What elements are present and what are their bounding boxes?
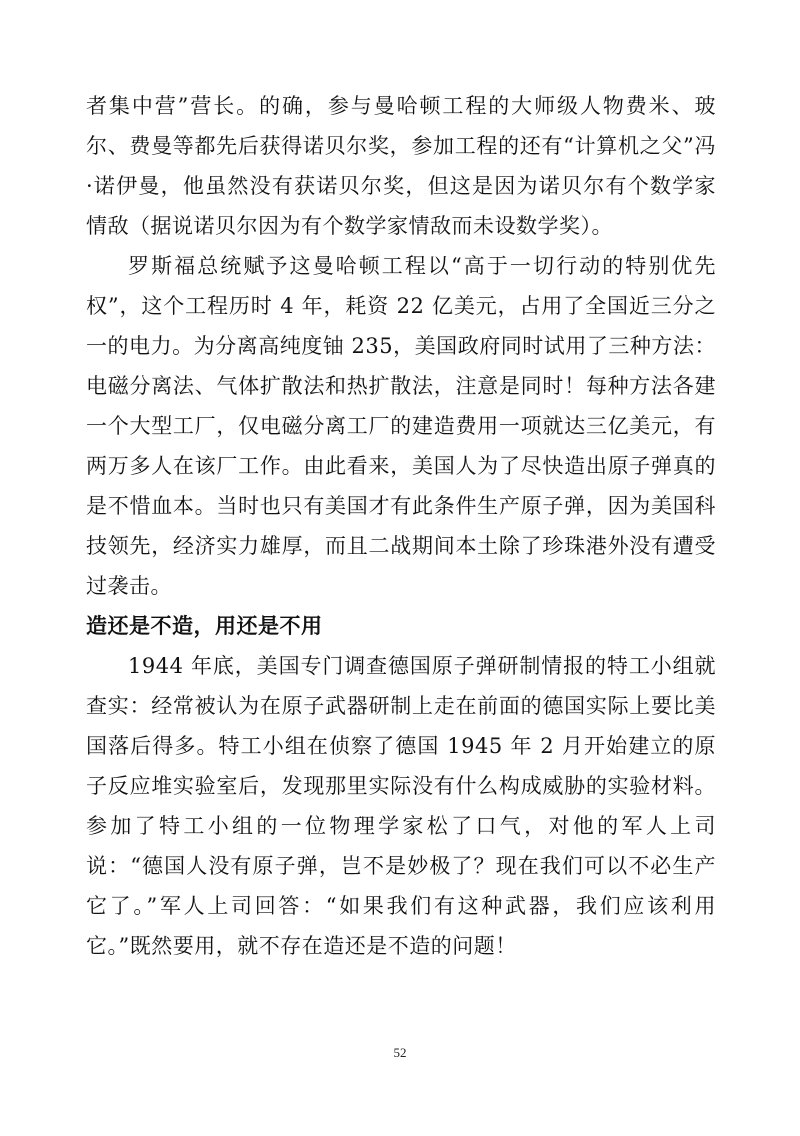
page-number: 52 (393, 1045, 407, 1060)
paragraph-continuation: 者集中营”营长。的确，参与曼哈顿工程的大师级人物费米、玻尔、费曼等都先后获得诺贝尔奖，参加工程的还有“计算机之父”冯·诺伊曼，他虽然没有获诺贝尔奖，但这是因为诺贝尔有个数学家情敌（据说诺贝尔因为有个数学家情敌而未设数学奖）。 (86, 94, 716, 238)
paragraph-manhattan-project: 罗斯福总统赋予这曼哈顿工程以“高于一切行动的特别优先权”，这个工程历时 4 年，耗资 22 亿美元，占用了全国近三分之一的电力。为分离高纯度铀 235，美国政府同时试用了三种方法：电磁分离法、气体扩散法和热扩散法，注意是同时！每种方法各建一个大型工厂，仅电磁分离工厂的建造费用一项就达三亿美元，有两万多人在该厂工作。由此看来，美国人为了尽快造出原子弹真的是不惜血本。当时也只有美国才有此条件生产原子弹，因为美国科技领先，经济实力雄厚，而且二战期间本土除了珍珠港外没有遭受过袭击。 (86, 254, 716, 598)
paragraph-germany-investigation: 1944 年底，美国专门调查德国原子弹研制情报的特工小组就查实：经常被认为在原子武器研制上走在前面的德国实际上要比美国落后得多。特工小组在侦察了德国 1945 年 2 月开始建立的原子反应堆实验室后，发现那里实际没有什么构成威胁的实验材料。参加了特工小组的一位物理学家松了口气，对他的军人上司说：“德国人没有原子弹，岂不是妙极了？现在我们可以不必生产它了。”军人上司回答：“如果我们有这种武器，我们应该利用它。”既然要用，就不存在造还是不造的问题！ (86, 654, 716, 958)
page-body (86, 86, 716, 966)
section-heading: 造还是不造，用还是不用 (86, 614, 323, 638)
